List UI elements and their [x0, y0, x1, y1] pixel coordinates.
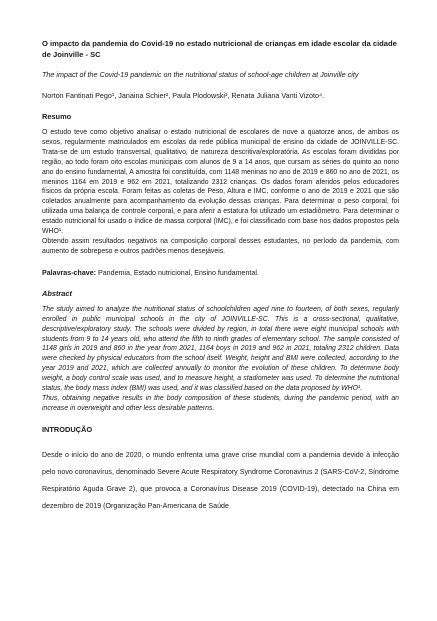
- author-list: Norton Fantinati Pego¹, Janaina Schier², Paula Plodowski³, Renata Juliana Vanti Vizoto⁴.: [42, 91, 325, 100]
- keywords-label: Palavras-chave:: [42, 268, 97, 277]
- resumo-paragraph: O estudo teve como objetivo analisar o estado nutricional de escolares de nove a quatorze anos, de ambos os sexos, regularmente matriculados em escolas da rede pública municipal de ensino da cidade de JOINVILLE-SC. Trata-se de um estudo transversal, qualitativo, de natureza descritiva/exploratória. As escolas foram divididas por região, ao todo foram oito escolas municipais com alunos de 9 a 14 anos, que cursam as séries do quinto ao nono ano do ensino fundamental, A amostra foi constituída, com 1148 meninas no ano de 2019 e 860 no ano de 2021, os meninos 1164 em 2019 e 962 em 2021, totalizando 2312 crianças. Os dados foram aferidos pelos educadores físicos da própria escola. Foram feitas as coletas de Peso, Altura e IMC, conforme o ano de 2019 e 2021 que são coletados anualmente para acompanhamento da evolução dessas crianças. Para determinar o peso corporal, foi utilizada uma balança de controle corporal, e para aferir a estatura foi utilizado um estadiômetro. Para determinar o estado nutricional foi usado o índice de massa corporal (IMC), e foi classificado com base nos dados propostos pela WHO¹.: [42, 129, 399, 236]
- resumo-conclusion: Obtendo assim resultados negativos na composição corporal desses estudantes, no período da pandemia, com aumento de sobrepeso e outros padrões menos desejáveis.: [42, 237, 399, 255]
- resumo-heading: Resumo: [42, 112, 72, 121]
- abstract-paragraph: The study aimed to analyze the nutritional status of schoolchildren aged nine to fourteen, of both sexes, regularly enrolled in public municipal schools in the city of JOINVILLE-SC. This is a cross-sectional, qualitative, descriptive/exploratory study. The schools were divided by region, in total there were eight municipal schools with students from 9 to 14 years old, who attend the fifth to ninth grades of elementary school. The sample consisted of 1148 girls in 2019 and 860 in the year from 2021, 1164 boys in 2019 and 962 in 2021, totaling 2312 children. Data were checked by physical educators from the school itself. Weight, height and BMI were collected, according to the year 2019 and 2021, which are collected annually to monitor the evolution of these children. To determine body weight, a body control scale was used, and to measure height, a stadiometer was used. To determine the nutritional status, the body mass index (BMI) was used, and it was classified based on the data proposed by WHO¹.: [42, 305, 399, 393]
- keywords: [42, 268, 399, 278]
- introduction-paragraph: Desde o início do ano de 2020, o mundo enfrenta uma grave crise mundial com a pandemia devido à infecção pelo novo coronavírus, denominado Severe Acute Respiratory Syndrome Coronavirus 2 (SARS-CoV-2, Síndrome Respiratório Aguda Grave 2), que provoca a Coronavírus Disease 2019 (COVID-19), detectado na China em dezembro de 2019 (Organização Pan-Americana de Saúde: [42, 450, 399, 510]
- keywords-list: Pandemia, Estado nutricional, Ensino fundamental.: [96, 268, 259, 277]
- abstract-conclusion: Thus, obtaining negative results in the body composition of these students, during the pandemic period, with an increase in overweight and other less desirable patterns.: [42, 394, 399, 412]
- introduction-heading: INTRODUÇÃO: [42, 424, 93, 434]
- paper-title: O impacto da pandemia do Covid-19 no estado nutricional de crianças em idade escolar da cidade de Joinville - SC: [42, 39, 397, 59]
- abstract-heading: Abstract: [42, 288, 72, 298]
- english-title: The impact of the Covid-19 pandemic on the nutritional status of school-age children at Joinville city: [42, 70, 359, 79]
